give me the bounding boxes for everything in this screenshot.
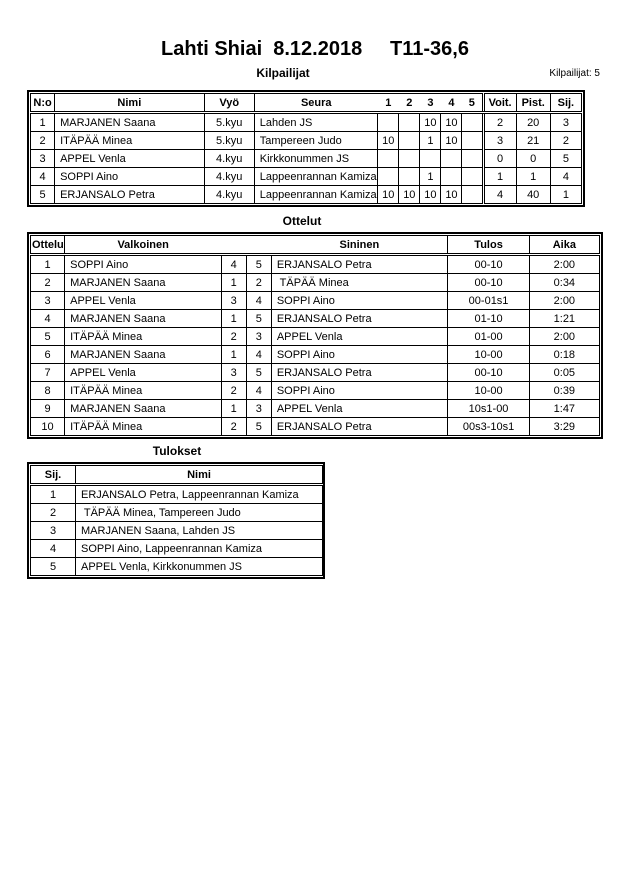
round-score bbox=[462, 168, 483, 186]
white-player: MARJANEN Saana bbox=[65, 400, 222, 418]
match-no: 2 bbox=[31, 274, 65, 292]
competitor-club: Kirkkonummen JS bbox=[254, 150, 377, 168]
round-score bbox=[441, 168, 462, 186]
header-place: Sij. bbox=[550, 94, 581, 113]
match-result: 10-00 bbox=[448, 346, 529, 364]
match-time: 2:00 bbox=[529, 328, 599, 346]
competitor-place: 1 bbox=[550, 186, 581, 204]
competitor-name: MARJANEN Saana bbox=[55, 113, 205, 132]
competitors-grid bbox=[30, 93, 582, 204]
white-number: 1 bbox=[221, 274, 246, 292]
blue-number: 3 bbox=[246, 400, 271, 418]
match-time: 1:47 bbox=[529, 400, 599, 418]
blue-player: SOPPI Aino bbox=[271, 346, 448, 364]
blue-number: 5 bbox=[246, 364, 271, 382]
blue-player: SOPPI Aino bbox=[271, 292, 448, 310]
round-score bbox=[378, 168, 399, 186]
round-score bbox=[378, 113, 399, 132]
header-name: Nimi bbox=[76, 466, 323, 485]
blue-number: 5 bbox=[246, 255, 271, 274]
competitor-row bbox=[31, 168, 582, 186]
white-number: 1 bbox=[221, 400, 246, 418]
match-row bbox=[31, 274, 600, 292]
match-row bbox=[31, 292, 600, 310]
round-score: 10 bbox=[378, 132, 399, 150]
match-time: 0:05 bbox=[529, 364, 599, 382]
competitors-section-title: Kilpailijat bbox=[256, 66, 310, 80]
match-row bbox=[31, 364, 600, 382]
round-score bbox=[462, 150, 483, 168]
blue-player: SOPPI Aino bbox=[271, 382, 448, 400]
match-result: 00-01s1 bbox=[448, 292, 529, 310]
header-round-5: 5 bbox=[462, 94, 483, 113]
competitor-points: 0 bbox=[516, 150, 550, 168]
result-name: TÄPÄÄ Minea, Tampereen Judo bbox=[76, 504, 323, 522]
competitor-row bbox=[31, 150, 582, 168]
match-time: 0:34 bbox=[529, 274, 599, 292]
header-no: N:o bbox=[31, 94, 55, 113]
competitor-wins: 2 bbox=[483, 113, 516, 132]
white-player: SOPPI Aino bbox=[65, 255, 222, 274]
header-round-2: 2 bbox=[399, 94, 420, 113]
match-no: 1 bbox=[31, 255, 65, 274]
blue-player: ERJANSALO Petra bbox=[271, 255, 448, 274]
result-place: 3 bbox=[31, 522, 76, 540]
result-place: 1 bbox=[31, 485, 76, 504]
match-no: 7 bbox=[31, 364, 65, 382]
competitor-row bbox=[31, 186, 582, 204]
competitor-wins: 4 bbox=[483, 186, 516, 204]
header-points: Pist. bbox=[516, 94, 550, 113]
match-no: 3 bbox=[31, 292, 65, 310]
white-player: ITÄPÄÄ Minea bbox=[65, 418, 222, 436]
competitor-points: 1 bbox=[516, 168, 550, 186]
white-number: 3 bbox=[221, 364, 246, 382]
white-number: 2 bbox=[221, 382, 246, 400]
match-row bbox=[31, 346, 600, 364]
white-player: ITÄPÄÄ Minea bbox=[65, 328, 222, 346]
competitor-row bbox=[31, 132, 582, 150]
match-row bbox=[31, 418, 600, 436]
round-score bbox=[462, 132, 483, 150]
competitor-club: Tampereen Judo bbox=[254, 132, 377, 150]
competitor-belt: 4.kyu bbox=[204, 186, 254, 204]
white-number: 2 bbox=[221, 328, 246, 346]
competitor-wins: 3 bbox=[483, 132, 516, 150]
match-result: 01-00 bbox=[448, 328, 529, 346]
result-name: MARJANEN Saana, Lahden JS bbox=[76, 522, 323, 540]
competitor-no: 1 bbox=[31, 113, 55, 132]
header-club: Seura bbox=[254, 94, 377, 113]
header-belt: Vyö bbox=[204, 94, 254, 113]
competitor-row bbox=[31, 113, 582, 132]
match-no: 5 bbox=[31, 328, 65, 346]
round-score: 10 bbox=[420, 186, 441, 204]
blue-number: 5 bbox=[246, 418, 271, 436]
result-place: 5 bbox=[31, 558, 76, 576]
header-white-no bbox=[221, 236, 246, 255]
match-result: 00-10 bbox=[448, 274, 529, 292]
round-score: 10 bbox=[378, 186, 399, 204]
match-time: 2:00 bbox=[529, 292, 599, 310]
blue-number: 4 bbox=[246, 382, 271, 400]
round-score bbox=[462, 113, 483, 132]
match-time: 2:00 bbox=[529, 255, 599, 274]
match-time: 0:18 bbox=[529, 346, 599, 364]
competitor-belt: 4.kyu bbox=[204, 150, 254, 168]
competitor-no: 3 bbox=[31, 150, 55, 168]
competitor-club: Lappeenrannan Kamiza bbox=[254, 168, 377, 186]
competitor-belt: 5.kyu bbox=[204, 132, 254, 150]
competitor-name: ERJANSALO Petra bbox=[55, 186, 205, 204]
round-score bbox=[399, 168, 420, 186]
blue-number: 4 bbox=[246, 292, 271, 310]
result-row bbox=[31, 522, 323, 540]
match-row bbox=[31, 382, 600, 400]
match-no: 4 bbox=[31, 310, 65, 328]
match-result: 00-10 bbox=[448, 364, 529, 382]
results-section-title: Tulokset bbox=[152, 444, 202, 458]
match-row bbox=[31, 328, 600, 346]
round-score bbox=[399, 113, 420, 132]
match-row bbox=[31, 400, 600, 418]
competitors-table bbox=[27, 90, 585, 207]
round-score bbox=[399, 132, 420, 150]
match-row bbox=[31, 310, 600, 328]
white-player: MARJANEN Saana bbox=[65, 346, 222, 364]
header-place: Sij. bbox=[31, 466, 76, 485]
competitor-no: 2 bbox=[31, 132, 55, 150]
header-round-4: 4 bbox=[441, 94, 462, 113]
header-round-1: 1 bbox=[378, 94, 399, 113]
result-name: APPEL Venla, Kirkkonummen JS bbox=[76, 558, 323, 576]
competitor-no: 5 bbox=[31, 186, 55, 204]
result-row bbox=[31, 540, 323, 558]
competitor-place: 4 bbox=[550, 168, 581, 186]
header-blue: Sininen bbox=[271, 236, 448, 255]
blue-player: ERJANSALO Petra bbox=[271, 310, 448, 328]
white-player: MARJANEN Saana bbox=[65, 310, 222, 328]
match-time: 1:21 bbox=[529, 310, 599, 328]
match-result: 10-00 bbox=[448, 382, 529, 400]
match-no: 10 bbox=[31, 418, 65, 436]
match-result: 10s1-00 bbox=[448, 400, 529, 418]
header-wins: Voit. bbox=[483, 94, 516, 113]
result-name: SOPPI Aino, Lappeenrannan Kamiza bbox=[76, 540, 323, 558]
matches-header-row bbox=[31, 236, 600, 255]
competitor-belt: 4.kyu bbox=[204, 168, 254, 186]
matches-section-title: Ottelut bbox=[282, 214, 322, 228]
match-no: 6 bbox=[31, 346, 65, 364]
round-score: 10 bbox=[441, 132, 462, 150]
white-player: MARJANEN Saana bbox=[65, 274, 222, 292]
result-row bbox=[31, 558, 323, 576]
result-place: 4 bbox=[31, 540, 76, 558]
match-time: 0:39 bbox=[529, 382, 599, 400]
blue-player: APPEL Venla bbox=[271, 400, 448, 418]
white-number: 1 bbox=[221, 310, 246, 328]
competitor-wins: 1 bbox=[483, 168, 516, 186]
competitor-points: 40 bbox=[516, 186, 550, 204]
round-score: 10 bbox=[399, 186, 420, 204]
competitor-place: 5 bbox=[550, 150, 581, 168]
blue-player: ERJANSALO Petra bbox=[271, 364, 448, 382]
round-score bbox=[399, 150, 420, 168]
page-title: Lahti Shiai 8.12.2018 T11-36,6 bbox=[161, 38, 469, 60]
results-grid bbox=[30, 465, 323, 576]
header-round-3: 3 bbox=[420, 94, 441, 113]
matches-grid bbox=[30, 235, 600, 436]
results-header-row bbox=[31, 466, 323, 485]
results-table bbox=[27, 462, 325, 579]
match-result: 00-10 bbox=[448, 255, 529, 274]
competitor-wins: 0 bbox=[483, 150, 516, 168]
round-score: 10 bbox=[441, 186, 462, 204]
blue-number: 2 bbox=[246, 274, 271, 292]
header-match: Ottelu bbox=[31, 236, 65, 255]
match-result: 01-10 bbox=[448, 310, 529, 328]
competitor-name: ITÄPÄÄ Minea bbox=[55, 132, 205, 150]
round-score bbox=[441, 150, 462, 168]
round-score bbox=[378, 150, 399, 168]
competitor-belt: 5.kyu bbox=[204, 113, 254, 132]
result-name: ERJANSALO Petra, Lappeenrannan Kamiza bbox=[76, 485, 323, 504]
competitors-count: Kilpailijat: 5 bbox=[549, 68, 600, 79]
white-number: 1 bbox=[221, 346, 246, 364]
blue-player: ERJANSALO Petra bbox=[271, 418, 448, 436]
header-result: Tulos bbox=[448, 236, 529, 255]
white-player: APPEL Venla bbox=[65, 364, 222, 382]
blue-number: 3 bbox=[246, 328, 271, 346]
round-score: 1 bbox=[420, 168, 441, 186]
result-row bbox=[31, 485, 323, 504]
blue-player: TÄPÄÄ Minea bbox=[271, 274, 448, 292]
header-blue-no bbox=[246, 236, 271, 255]
competitor-points: 20 bbox=[516, 113, 550, 132]
match-no: 8 bbox=[31, 382, 65, 400]
competitor-no: 4 bbox=[31, 168, 55, 186]
competitor-club: Lahden JS bbox=[254, 113, 377, 132]
competitor-place: 2 bbox=[550, 132, 581, 150]
result-row bbox=[31, 504, 323, 522]
header-name: Nimi bbox=[55, 94, 205, 113]
blue-number: 5 bbox=[246, 310, 271, 328]
blue-player: APPEL Venla bbox=[271, 328, 448, 346]
matches-table bbox=[27, 232, 603, 439]
round-score: 10 bbox=[441, 113, 462, 132]
header-time: Aika bbox=[529, 236, 599, 255]
competitor-name: SOPPI Aino bbox=[55, 168, 205, 186]
blue-number: 4 bbox=[246, 346, 271, 364]
match-row bbox=[31, 255, 600, 274]
competitor-place: 3 bbox=[550, 113, 581, 132]
round-score: 10 bbox=[420, 113, 441, 132]
white-number: 3 bbox=[221, 292, 246, 310]
competitors-header-row bbox=[31, 94, 582, 113]
result-place: 2 bbox=[31, 504, 76, 522]
header-white: Valkoinen bbox=[65, 236, 222, 255]
competitor-name: APPEL Venla bbox=[55, 150, 205, 168]
competitor-points: 21 bbox=[516, 132, 550, 150]
match-result: 00s3-10s1 bbox=[448, 418, 529, 436]
round-score bbox=[462, 186, 483, 204]
white-number: 2 bbox=[221, 418, 246, 436]
white-player: ITÄPÄÄ Minea bbox=[65, 382, 222, 400]
white-player: APPEL Venla bbox=[65, 292, 222, 310]
match-no: 9 bbox=[31, 400, 65, 418]
competitor-club: Lappeenrannan Kamiza bbox=[254, 186, 377, 204]
white-number: 4 bbox=[221, 255, 246, 274]
round-score: 1 bbox=[420, 132, 441, 150]
round-score bbox=[420, 150, 441, 168]
match-time: 3:29 bbox=[529, 418, 599, 436]
